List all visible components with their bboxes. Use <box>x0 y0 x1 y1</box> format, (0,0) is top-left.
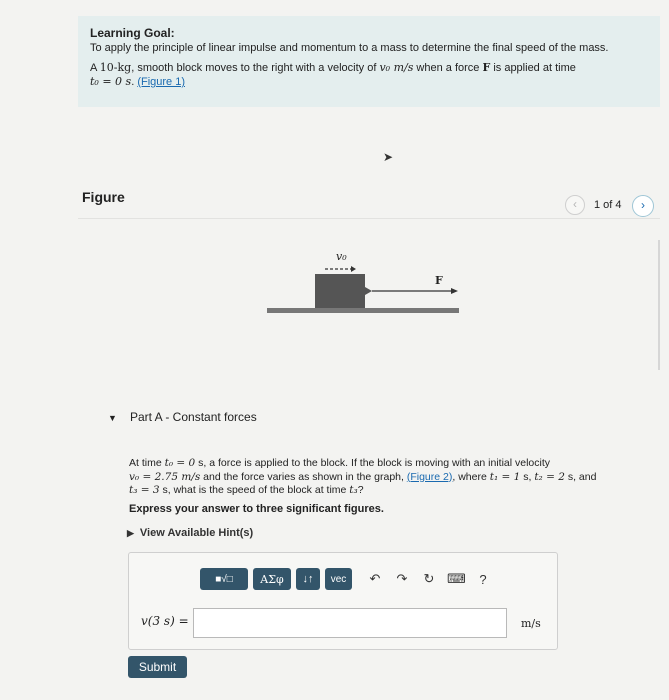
answer-panel <box>128 552 558 650</box>
answer-unit: m/s <box>521 617 541 630</box>
answer-label: v(3 s) = <box>141 614 189 628</box>
reset-icon[interactable]: ↻ <box>423 571 435 586</box>
q-t2: t₂ = 2 <box>534 470 565 483</box>
q-t3-b: t₃ <box>349 484 358 496</box>
hint-caret-icon: ▶ <box>127 528 134 538</box>
velocity-arrowhead <box>351 266 356 272</box>
help-icon[interactable]: ? <box>479 571 487 587</box>
math-toolbar <box>200 568 492 590</box>
q-seg-6: s, and <box>564 470 597 483</box>
redo-icon[interactable]: ↷ <box>396 571 408 586</box>
greek-symbols-button[interactable]: ΑΣφ <box>253 568 291 590</box>
q-t3: t₃ = 3 <box>129 484 160 496</box>
q-seg-1: At time <box>129 457 165 469</box>
previous-figure-button[interactable]: ‹ <box>565 195 585 215</box>
block <box>315 274 365 308</box>
force-symbol: F <box>482 61 491 74</box>
vector-button[interactable]: vec <box>325 568 352 590</box>
hint-label: View Available Hint(s) <box>139 527 254 539</box>
answer-input[interactable] <box>193 608 507 638</box>
q-v0: v₀ = 2.75 m/s <box>129 470 201 483</box>
statement-prefix: A <box>90 62 100 74</box>
velocity-unit: v₀ m/s <box>379 61 414 74</box>
q-seg-4: , where <box>452 470 490 483</box>
part-a-title[interactable]: Part A - Constant forces <box>130 410 257 424</box>
block-force-diagram <box>255 240 475 325</box>
force-label: F <box>435 274 443 287</box>
q-seg-7: s, what is the speed of the block at time <box>159 484 350 496</box>
mouse-cursor-icon: ➤ <box>383 150 394 164</box>
q-seg-3: and the force varies as shown in the graph, <box>200 470 407 483</box>
statement-mid: , smooth block moves to the right with a velocity of <box>131 62 380 74</box>
q-t0: t₀ = 0 <box>164 457 196 469</box>
keyboard-icon[interactable]: ⌨ <box>447 571 466 586</box>
q-seg-2: s, a force is applied to the block. If the block is moving with an initial velocity <box>195 457 551 469</box>
q-seg-8: ? <box>357 484 364 496</box>
undo-icon[interactable]: ↶ <box>369 571 381 586</box>
learning-goal-title: Learning Goal: <box>90 26 175 40</box>
templates-button[interactable]: ■√□ <box>200 568 248 590</box>
q-seg-5: s, <box>520 470 535 483</box>
block-contact <box>365 287 372 295</box>
collapse-caret-icon[interactable]: ▼ <box>108 413 117 423</box>
question-text <box>129 457 644 498</box>
figure-counter: 1 of 4 <box>594 199 622 211</box>
view-hints-toggle[interactable] <box>127 527 253 539</box>
next-figure-button[interactable]: › <box>632 195 654 217</box>
answer-instruction: Express your answer to three significant figures. <box>129 503 384 515</box>
submit-button[interactable]: Submit <box>128 656 187 678</box>
figure-scrollbar[interactable] <box>658 240 660 370</box>
figure-divider <box>78 218 660 219</box>
statement-end: is applied at time <box>490 62 576 74</box>
figure-heading: Figure <box>82 189 125 205</box>
ground-surface <box>267 308 459 313</box>
force-arrowhead <box>451 288 458 294</box>
learning-goal-text: To apply the principle of linear impulse and momentum to a mass to determine the final speed of the mass. <box>90 42 609 54</box>
figure-2-link[interactable]: (Figure 2) <box>406 470 453 483</box>
problem-statement: A 10-kg, smooth block moves to the right with a velocity of v₀ m/s when a force F is applied at time t₀ = 0 s. (Figure 1) <box>90 61 576 88</box>
v0-label: v₀ <box>336 250 347 263</box>
t0-expression: t₀ = 0 s <box>90 75 132 88</box>
mass-value: 10-kg <box>99 61 132 74</box>
figure-1-link[interactable]: (Figure 1) <box>137 76 185 88</box>
statement-after: when a force <box>413 62 483 74</box>
learning-goal-box <box>78 16 660 107</box>
arrows-button[interactable]: ↓↑ <box>296 568 320 590</box>
q-t1: t₁ = 1 <box>489 470 521 483</box>
